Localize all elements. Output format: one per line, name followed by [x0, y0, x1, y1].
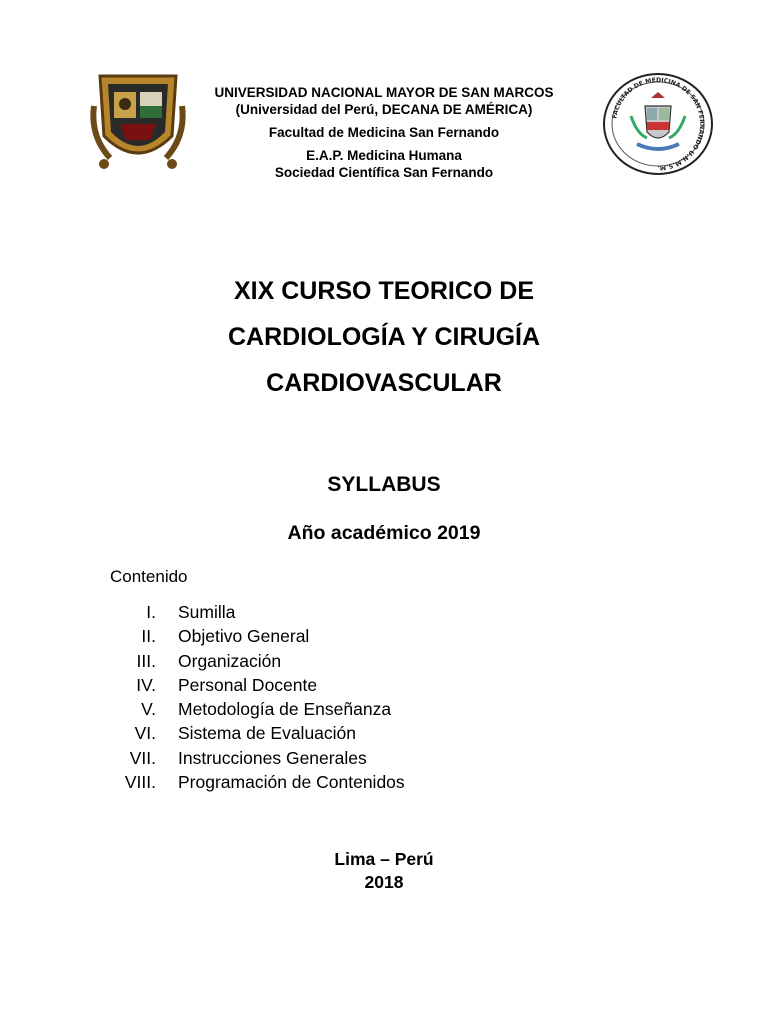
toc-item — [100, 721, 405, 745]
toc-text: Personal Docente — [178, 674, 318, 695]
society-name: Sociedad Científica San Fernando — [274, 165, 494, 180]
university-subtitle: (Universidad del Perú, DECANA DE AMÉRICA) — [235, 102, 533, 117]
toc-number: IV. — [136, 674, 156, 695]
university-name: UNIVERSIDAD NACIONAL MAYOR DE SAN MARCOS — [214, 85, 554, 100]
title-line-3: CARDIOVASCULAR — [266, 369, 502, 397]
toc-text: Metodología de Enseñanza — [178, 699, 392, 720]
toc-number: I. — [146, 602, 156, 622]
toc-item — [100, 600, 405, 624]
faculty-name: Facultad de Medicina San Fernando — [268, 125, 500, 140]
toc-item — [100, 746, 405, 770]
toc-text: Instrucciones Generales — [178, 747, 367, 768]
toc-number: III. — [136, 650, 156, 671]
toc-number: II. — [141, 626, 156, 647]
contents-label: Contenido — [110, 567, 188, 586]
syllabus-heading: SYLLABUS — [327, 473, 441, 496]
toc-item — [100, 649, 405, 673]
course-title — [0, 268, 768, 406]
table-of-contents — [100, 600, 405, 794]
toc-number: VII. — [129, 747, 156, 768]
toc-text: Objetivo General — [178, 626, 310, 647]
toc-number: VIII. — [124, 772, 156, 793]
footer-city: Lima – Perú — [334, 849, 434, 869]
toc-text: Organización — [178, 650, 282, 671]
footer-location — [0, 848, 768, 894]
toc-item — [100, 770, 405, 794]
toc-number: V. — [141, 699, 156, 720]
toc-text: Sumilla — [178, 602, 236, 622]
toc-item — [100, 673, 405, 697]
academic-year: Año académico 2019 — [287, 522, 481, 544]
svg-text:FACULTAD DE MEDICINA DE SAN FE: FACULTAD DE MEDICINA DE SAN FERNANDO U.N.M.S.M. — [611, 76, 706, 172]
institution-header — [0, 84, 768, 181]
school-name: E.A.P. Medicina Humana — [306, 148, 462, 163]
toc-number: VI. — [134, 723, 156, 744]
toc-text: Programación de Contenidos — [178, 772, 405, 793]
toc-item — [100, 624, 405, 648]
title-line-1: XIX CURSO TEORICO DE — [233, 277, 535, 305]
title-line-2: CARDIOLOGÍA Y CIRUGÍA — [227, 323, 541, 351]
toc-item — [100, 697, 405, 721]
toc-text: Sistema de Evaluación — [178, 723, 357, 744]
footer-year: 2018 — [364, 872, 404, 892]
